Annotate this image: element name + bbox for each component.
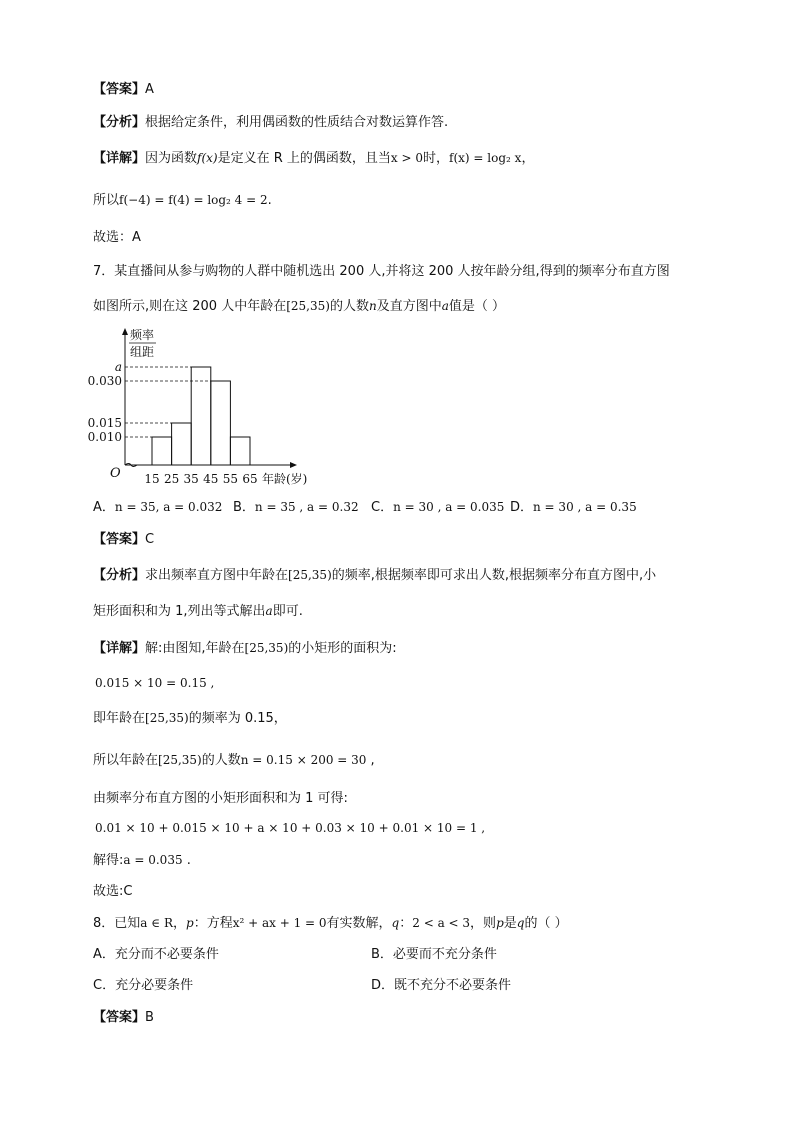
solve-text: 解得: — [93, 853, 124, 868]
q7-interval: [25,35) — [286, 299, 330, 313]
histogram-bar — [230, 437, 250, 465]
q7-option-d[interactable] — [510, 497, 637, 518]
answer-value: B — [145, 1010, 154, 1025]
detail-text: 解:由图知,年龄在 — [145, 641, 245, 656]
freq-text: 的频率为 0.15， — [188, 711, 287, 726]
x-tick-label: 35 — [183, 472, 199, 486]
bars-group — [152, 367, 250, 465]
answer-tag: 【答案】 — [93, 532, 146, 547]
x-tick-label: 45 — [203, 472, 219, 486]
x-tick-label: 15 — [144, 472, 160, 486]
analysis-text: 即可. — [272, 604, 303, 619]
math-eq: f(x) = log₂ x — [449, 151, 522, 165]
detail-text: 是定义在 R 上的偶函数，且当 — [217, 151, 391, 166]
q8-cond: a ∈ R — [140, 916, 173, 930]
q8-stem-text: ，则 — [470, 916, 497, 931]
x-axis-arrow — [290, 462, 297, 468]
option-label: B． — [371, 947, 393, 962]
option-label: C． — [93, 978, 116, 993]
y-label-bottom: 组距 — [130, 345, 155, 359]
detail-text: 的小矩形的面积为: — [288, 641, 397, 656]
answer-tag: 【答案】 — [93, 1010, 146, 1025]
y-axis-arrow — [122, 328, 128, 335]
analysis-text: 矩形面积和为 1,列出等式解出 — [93, 604, 266, 619]
q7-var-a: a — [441, 299, 449, 313]
origin-label: O — [110, 466, 121, 481]
count-interval: [25,35) — [158, 753, 202, 767]
y-tick-label: a — [114, 360, 122, 374]
analysis-line-7b — [93, 601, 303, 622]
option-label: A． — [93, 500, 115, 515]
option-label: D． — [510, 500, 534, 515]
detail-tag: 【详解】 — [93, 151, 146, 166]
q7-var-n: n — [368, 299, 377, 313]
solve-text: . — [182, 853, 191, 868]
option-label: B． — [233, 500, 255, 515]
option-label: D． — [371, 978, 395, 993]
q8-equation: x² + ax + 1 = 0 — [232, 916, 327, 930]
detail-tag: 【详解】 — [93, 641, 146, 656]
y-tick-label: 0.010 — [87, 430, 122, 444]
x-tick-label: 65 — [242, 472, 258, 486]
option-text: 充分而不必要条件 — [114, 947, 219, 962]
answer-value: C — [145, 532, 155, 547]
choose-text: 故选:C — [93, 884, 133, 899]
option-text: 充分必要条件 — [115, 978, 194, 993]
detail-line-7 — [93, 638, 397, 659]
q8-option-b[interactable] — [371, 945, 497, 965]
analysis-line-6 — [93, 113, 448, 133]
q8-var-q: q — [391, 916, 400, 930]
count-text: , — [366, 753, 375, 768]
analysis-text: 的频率,根据频率即可求出人数,根据频率分布直方图中,小 — [331, 568, 657, 583]
q7-option-b[interactable] — [233, 497, 359, 518]
analysis-tag: 【分析】 — [93, 115, 146, 130]
q8-stem-text: 是 — [503, 916, 517, 931]
q8-var-p: p — [496, 916, 504, 930]
y-ticks-group — [88, 360, 122, 444]
histogram-bar — [191, 367, 211, 465]
so-line-6 — [93, 190, 272, 211]
sum-text: 由频率分布直方图的小矩形面积和为 1 可得: — [93, 791, 348, 806]
q8-stem-text: 有实数解， — [326, 916, 392, 931]
answer-line-8 — [93, 1008, 154, 1028]
q7-stem-text: 及直方图中 — [376, 299, 442, 314]
answer-value: A — [145, 82, 154, 97]
option-text: n = 35 , a = 0.32 — [254, 500, 359, 514]
math-fx: f(x) — [197, 151, 218, 165]
so-text: 所以 — [93, 193, 120, 208]
analysis-tag: 【分析】 — [93, 568, 146, 583]
count-text: 所以年龄在 — [93, 753, 159, 768]
count-eq: n = 0.15 × 200 = 30 — [240, 753, 367, 767]
x-tick-label: 55 — [222, 472, 239, 486]
q8-option-c[interactable] — [93, 976, 193, 996]
option-text: 既不充分不必要条件 — [394, 978, 512, 993]
option-text: n = 35, a = 0.032 — [114, 500, 223, 514]
q8-stem-text: 8．已知 — [93, 916, 141, 931]
answer-line-6 — [93, 80, 154, 100]
choose-line-7 — [93, 882, 132, 902]
answer-tag: 【答案】 — [93, 82, 146, 97]
math-so-eq: f(−4) = f(4) = log₂ 4 = 2 — [119, 193, 268, 207]
choose-line-6 — [93, 228, 141, 248]
sum-text-line — [93, 789, 348, 809]
histogram-bar — [211, 381, 231, 465]
analysis-interval: [25,35) — [288, 568, 332, 582]
guides-group — [125, 367, 211, 437]
histogram-chart — [87, 325, 332, 495]
y-tick-label: 0.030 — [87, 374, 122, 388]
count-text: 的人数 — [201, 753, 241, 768]
analysis-var: a — [265, 604, 273, 618]
q7-stem-text: 的人数 — [329, 299, 369, 314]
q7-stem-text: 7．某直播间从参与购物的人群中随机选出 200 人,并将这 200 人按年龄分组,得到的频率分布直方图 — [93, 264, 670, 279]
answer-line-7 — [93, 530, 154, 550]
x-ticks-group — [144, 472, 257, 486]
q7-stem-line1 — [93, 262, 670, 282]
count-line — [93, 750, 375, 771]
choose-text: 故选：A — [93, 230, 141, 245]
solve-eq: a = 0.035 — [123, 853, 183, 867]
analysis-line-7a — [93, 565, 656, 586]
option-text: n = 30 , a = 0.35 — [533, 500, 637, 514]
calc-eq: 0.015 × 10 = 0.15 , — [95, 676, 215, 690]
x-axis-label: 年龄(岁) — [262, 472, 308, 486]
q7-option-c[interactable] — [371, 497, 504, 518]
detail-text: 因为函数 — [145, 151, 198, 166]
math-cond: x > 0 — [390, 151, 424, 165]
q8-var-q: q — [516, 916, 525, 930]
histogram-bar — [172, 423, 192, 465]
q8-stem-text: 的（ ） — [524, 916, 568, 931]
detail-text: ， — [521, 151, 535, 166]
option-label: A． — [93, 947, 115, 962]
analysis-text: 根据给定条件，利用偶函数的性质结合对数运算作答. — [145, 115, 449, 130]
q7-stem-text: 如图所示,则在这 200 人中年龄在 — [93, 299, 287, 314]
y-tick-label: 0.015 — [87, 416, 122, 430]
q8-cond: 2 < a < 3 — [412, 916, 471, 930]
so-text: . — [267, 193, 272, 208]
freq-line — [93, 708, 287, 729]
q8-option-a[interactable] — [93, 945, 219, 965]
analysis-text: 求出频率直方图中年龄在 — [145, 568, 289, 583]
sum-eq: 0.01 × 10 + 0.015 × 10 + a × 10 + 0.03 × 10 + 0.01 × 10 = 1 , — [95, 821, 486, 835]
q8-stem-text: ， — [172, 916, 186, 931]
q7-option-a[interactable] — [93, 497, 222, 518]
option-text: n = 30 , a = 0.035 — [393, 500, 505, 514]
q8-stem-text: ： — [399, 916, 413, 931]
detail-line-6 — [93, 148, 534, 169]
sum-eq-line — [95, 818, 485, 839]
q8-stem — [93, 913, 568, 934]
histogram-bar — [152, 437, 172, 465]
q8-option-d[interactable] — [371, 976, 511, 996]
q7-stem-text: 值是（ ） — [448, 299, 505, 314]
freq-text: 即年龄在 — [93, 711, 146, 726]
q8-stem-text: ：方程 — [193, 916, 233, 931]
q8-var-p: p — [186, 916, 194, 930]
detail-text: 时， — [423, 151, 450, 166]
freq-interval: [25,35) — [145, 711, 189, 725]
calc-line-1 — [95, 673, 214, 694]
q7-stem-line2 — [93, 296, 505, 317]
x-tick-label: 25 — [163, 472, 180, 486]
option-text: 必要而不充分条件 — [392, 947, 497, 962]
solve-line — [93, 850, 191, 871]
y-label-top: 频率 — [130, 328, 155, 342]
detail-interval: [25,35) — [244, 641, 289, 655]
option-label: C． — [371, 500, 394, 515]
